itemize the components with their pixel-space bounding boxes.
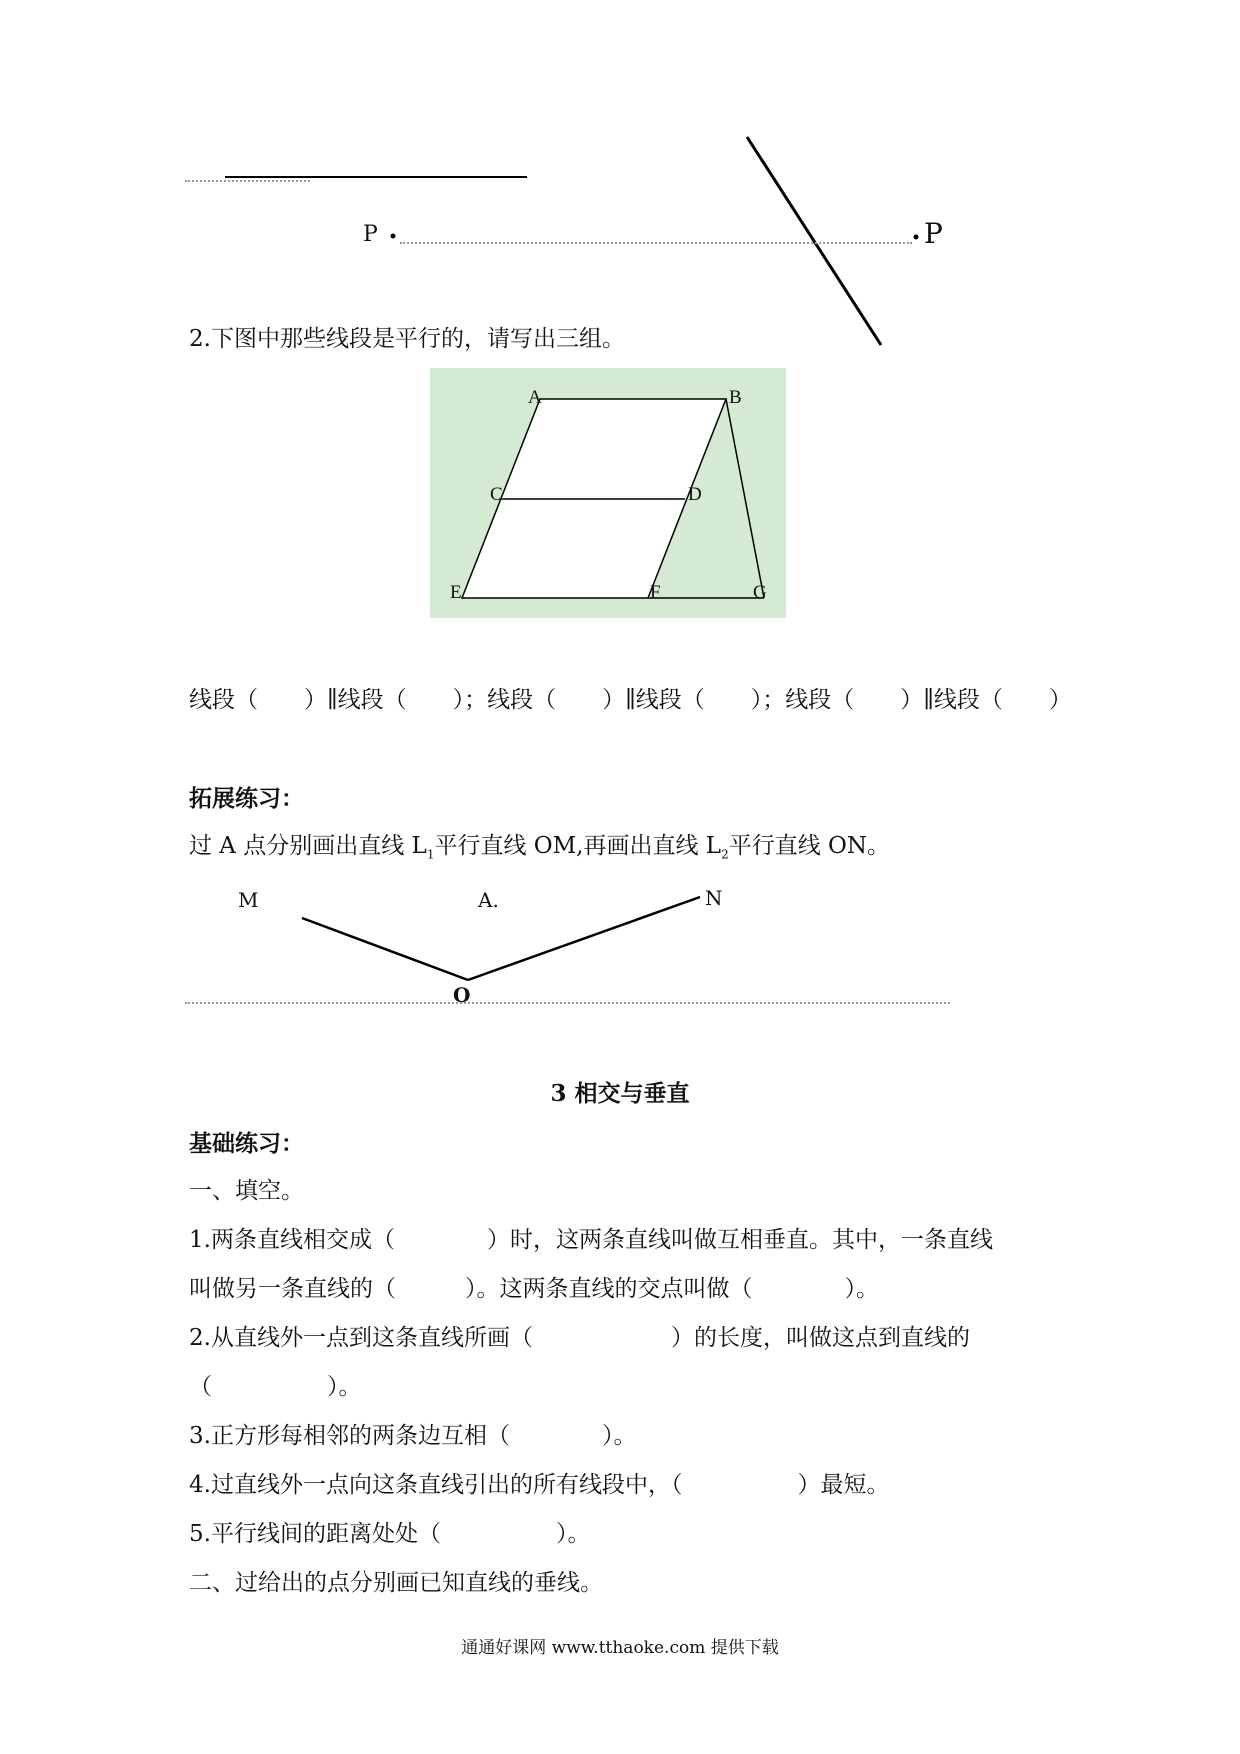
q2-line1: 2.从直线外一点到这条直线所画（ ）的长度，叫做这点到直线的 [189, 1325, 970, 1351]
subscript-2: 2 [721, 847, 729, 862]
extension-heading: 拓展练习： [189, 785, 304, 812]
q3: 3.正方形每相邻的两条边互相（ ）。 [189, 1423, 637, 1449]
instruction-part-1: 过 A 点分别画出直线 L [189, 833, 427, 859]
part2-title: 二、过给出的点分别画已知直线的垂线。 [189, 1570, 603, 1596]
q5: 5.平行线间的距离处处（ ）。 [189, 1521, 591, 1547]
dotted-base-line [185, 1002, 950, 1004]
label-G: G [753, 582, 767, 603]
point-p-left-label: P [363, 222, 378, 247]
label-M: M [238, 888, 259, 912]
q2-line2: （ ）。 [189, 1374, 362, 1400]
label-O: O [453, 983, 471, 1007]
basic-heading: 基础练习： [189, 1130, 304, 1157]
label-C: C [490, 484, 503, 505]
section3-title: 3 相交与垂直 [550, 1080, 690, 1107]
instruction-part-3: 平行直线 ON。 [728, 833, 891, 859]
label-D: D [688, 484, 702, 505]
q4: 4.过直线外一点向这条直线引出的所有线段中，（ ）最短。 [189, 1472, 890, 1498]
label-N: N [705, 886, 723, 910]
q1-line2: 叫做另一条直线的（ ）。这两条直线的交点叫做（ ）。 [189, 1276, 879, 1302]
ray-ON [468, 897, 700, 980]
label-A: A [528, 387, 542, 408]
q1-line1: 1.两条直线相交成（ ）时，这两条直线叫做互相垂直。其中，一条直线 [189, 1227, 993, 1253]
instruction-part-2: 平行直线 OM,再画出直线 L [434, 833, 722, 859]
label-F: F [650, 582, 661, 603]
part1-title: 一、填空。 [189, 1178, 304, 1204]
label-B: B [729, 387, 742, 408]
label-A-point: A. [478, 888, 499, 912]
question2-prompt: 2.下图中那些线段是平行的，请写出三组。 [189, 326, 625, 352]
point-p-right-label: P [924, 217, 943, 250]
label-E: E [450, 582, 462, 603]
ray-OM [302, 918, 468, 980]
subscript-1: 1 [426, 847, 435, 862]
answer-line: 线段（ ）∥线段（ ）；线段（ ）∥线段（ ）；线段（ ）∥线段（ ） [189, 687, 1072, 713]
footer: 通通好课网 www.tthaoke.com 提供下载 [461, 1638, 779, 1658]
